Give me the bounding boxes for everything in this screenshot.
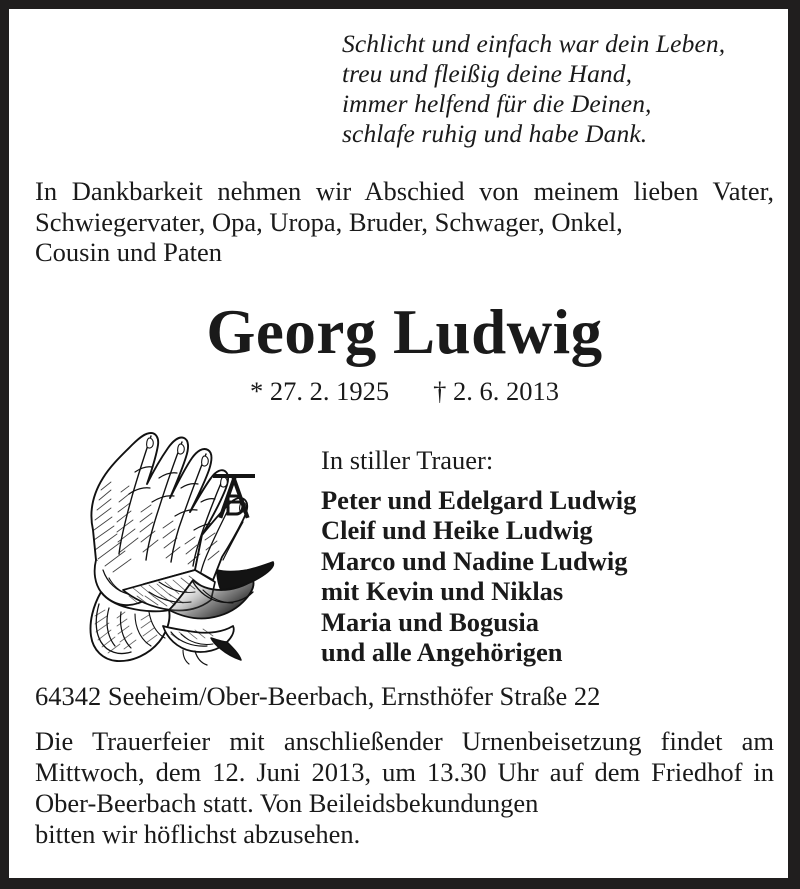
list-item: Marco und Nadine Ludwig bbox=[321, 545, 628, 576]
life-dates bbox=[35, 366, 774, 407]
death-date: 2. 6. 2013 bbox=[453, 375, 559, 406]
birth-date: 27. 2. 1925 bbox=[269, 375, 390, 406]
praying-hands-icon bbox=[63, 420, 293, 666]
funeral-details-main: Die Trauerfeier mit anschließender Urnenbeisetzung findet am Mittwoch, dem 12. Juni 2013, um 13.30 Uhr auf dem Friedhof in Ober-Beerbach statt. Von Beileidsbekundungen bbox=[35, 725, 774, 818]
funeral-details-last-line: bitten wir höflichst abzusehen. bbox=[35, 818, 361, 849]
illustration-and-mourners bbox=[35, 407, 774, 668]
verse-line-1: Schlicht und einfach war dein Leben, bbox=[342, 29, 726, 58]
deceased-name: Georg Ludwig bbox=[206, 296, 603, 367]
verse-line-4: schlafe ruhig und habe Dank. bbox=[342, 119, 648, 148]
list-item: und alle Angehörigen bbox=[321, 637, 563, 667]
farewell-intro-text bbox=[35, 149, 774, 268]
mourning-label: In stiller Trauer: bbox=[321, 444, 494, 475]
funeral-details-text bbox=[35, 712, 774, 850]
farewell-intro-main: In Dankbarkeit nehmen wir Abschied von meinem lieben Vater, Schwiegervater, Opa, Uropa, Bruder, Schwager, Onkel, bbox=[35, 176, 774, 237]
cross-dagger-icon: † bbox=[433, 375, 447, 406]
list-item: Maria und Bogusia bbox=[321, 606, 539, 637]
farewell-intro-last-line: Cousin und Paten bbox=[35, 237, 222, 267]
birth-symbol-icon: * bbox=[250, 375, 264, 406]
address-line: 64342 Seeheim/Ober-Beerbach, Ernsthöfer Straße 22 bbox=[35, 680, 601, 711]
verse-line-3: immer helfend für die Deinen, bbox=[342, 89, 652, 118]
list-item: mit Kevin und Niklas bbox=[321, 576, 564, 606]
mourners-list bbox=[321, 476, 774, 668]
verse-line-2: treu und fleißig deine Hand, bbox=[342, 59, 633, 88]
obituary-content bbox=[9, 9, 788, 878]
list-item: Peter und Edelgard Ludwig bbox=[321, 484, 637, 515]
memorial-verse bbox=[35, 9, 774, 149]
list-item: Cleif und Heike Ludwig bbox=[321, 515, 593, 545]
mourners-column bbox=[293, 420, 774, 668]
